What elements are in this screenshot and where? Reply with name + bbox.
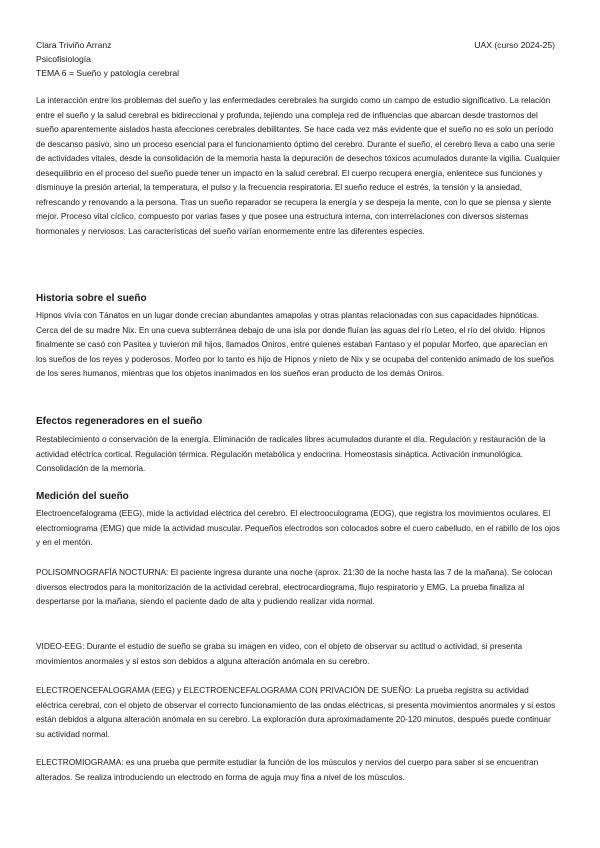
historia-heading: Historia sobre el sueño (36, 293, 147, 304)
subject-name: Psicofisiología (36, 54, 91, 64)
efectos-heading: Efectos regeneradores en el sueño (36, 416, 203, 427)
topic-title: TEMA 6 = Sueño y patología cerebral (36, 68, 180, 78)
author-name: Clara Triviño Arranz (36, 40, 112, 50)
course-label: UAX (curso 2024-25) (474, 40, 555, 50)
medicion-paragraph-video-eeg: VIDEO-EEG: Durante el estudio de sueño se graba su imagen en video, con el objeto de observar su actitud o actividad, si presenta movimientos anormales y si estos son debidos a alguna alteración anómala en su cerebro. (36, 641, 523, 666)
medicion-paragraph-privacion: ELECTROENCEFALOGRAMA (EEG) y ELECTROENCEFALOGRAMA CON PRIVACIÓN DE SUEÑO: La prueba registra su actividad eléctrica cerebral, con el objeto de observar el correcto funcionamiento de las ondas eléctricas, si presenta movimientos anormales y si estos están debidos a alguna alteración anómala en su cerebro. La exploración dura aproximadamente 20-120 minutos, después puede continuar su actividad normal. (36, 685, 556, 739)
efectos-paragraph: Restablecimiento o conservación de la energía. Eliminación de radicales libres acumulados durante el día. Regulación y restauración de la actividad eléctrica cortical. Regulación térmica. Regulación metabólica y endocrina. Homeostasis sináptica. Activación inmunológica. Consolidación de la memoria. (36, 434, 546, 473)
medicion-heading: Medición del sueño (36, 491, 129, 502)
medicion-paragraph-eeg: Electroencefalograma (EEG), mide la actividad eléctrica del cerebro. El electrooculograma (EOG), que registra los movimientos oculares. El electromiograma (EMG) que mide la actividad muscular. Pequeños electrodos son colocados sobre el cuero cabelludo, en el rabillo de los ojos y en el mentón. (36, 508, 560, 547)
historia-paragraph: Hipnos vivía con Tánatos en un lugar donde crecían abundantes amapolas y otras plantas relacionadas con sus capacidades hipnóticas. Cerca del de su madre Nix. En una cueva subterránea debajo de una isla por donde fluían las aguas del río Leteo, el río del olvido. Hipnos finalmente se casó con Pasitea y tuvieron mil hijos, llamados Oniros, entre quienes estaban Fantaso y el popular Morfeo, que aparecían en los sueños de los reyes y poderosos. Morfeo por lo tanto es hijo de Hipnos y nieto de Nix y se ocupaba del contenido animado de los sueños de los seres humanos, mientras que los objetos inanimados en los sueños eran producto de los demás Oniros. (36, 310, 554, 378)
page-header (36, 38, 555, 80)
medicion-paragraph-polisomnografia: POLISOMNOGRAFÍA NOCTURNA: El paciente ingresa durante una noche (aprox. 21:30 de la noche hasta las 7 de la mañana). Se colocan diversos electrodos para la monitorización de la actividad cerebral, electrocardiograma, flujo respiratorio y EMG. La prueba finaliza al despertarse por la mañana, siendo el paciente dado de alta y pudiendo realizar vida normal. (36, 567, 553, 606)
medicion-paragraph-electromiograma: ELECTROMIOGRAMA: es una prueba que permite estudiar la función de los músculos y nervios del cuerpo para saber si se encuentran alterados. Se realiza introduciendo un electrodo en forma de aguja muy fina a nivel de los músculos. (36, 757, 539, 782)
intro-paragraph: La interacción entre los problemas del sueño y las enfermedades cerebrales ha surgido como un campo de estudio significativo. La relación entre el sueño y la salud cerebral es bidireccional y profunda, tejiendo una compleja red de influencias que abarcan desde trastornos del sueño aparentemente aislados hasta afecciones cerebrales debilitantes. Se hace cada vez más evidente que el sueño no es solo un período de descanso pasivo, sino un proceso esencial para el funcionamiento óptimo del cerebro. Durante el sueño, el cerebro lleva a cabo una serie de actividades vitales, desde la consolidación de la memoria hasta la depuración de desechos tóxicos acumulados durante la vigilia. Cualquier desequilibrio en el proceso del sueño puede tener un impacto en la salud cerebral. El cuerpo recupera energía, enlentece sus funciones y disminuye la presión arterial, la temperatura, el pulso y la frecuencia respiratoria. El sueño reduce el estrés, la tensión y la ansiedad, refrescando y renovando a la persona. Tras un sueño reparador se recupera la energía y se despeja la mente, con lo que se piensa y siente mejor. Proceso vital cíclico, compuesto por varias fases y que posee una estructura interna, con interrelaciones con diversos sistemas hormonales y nerviosos. Las características del sueño varían enormemente entre las diferentes especies. (36, 95, 560, 236)
